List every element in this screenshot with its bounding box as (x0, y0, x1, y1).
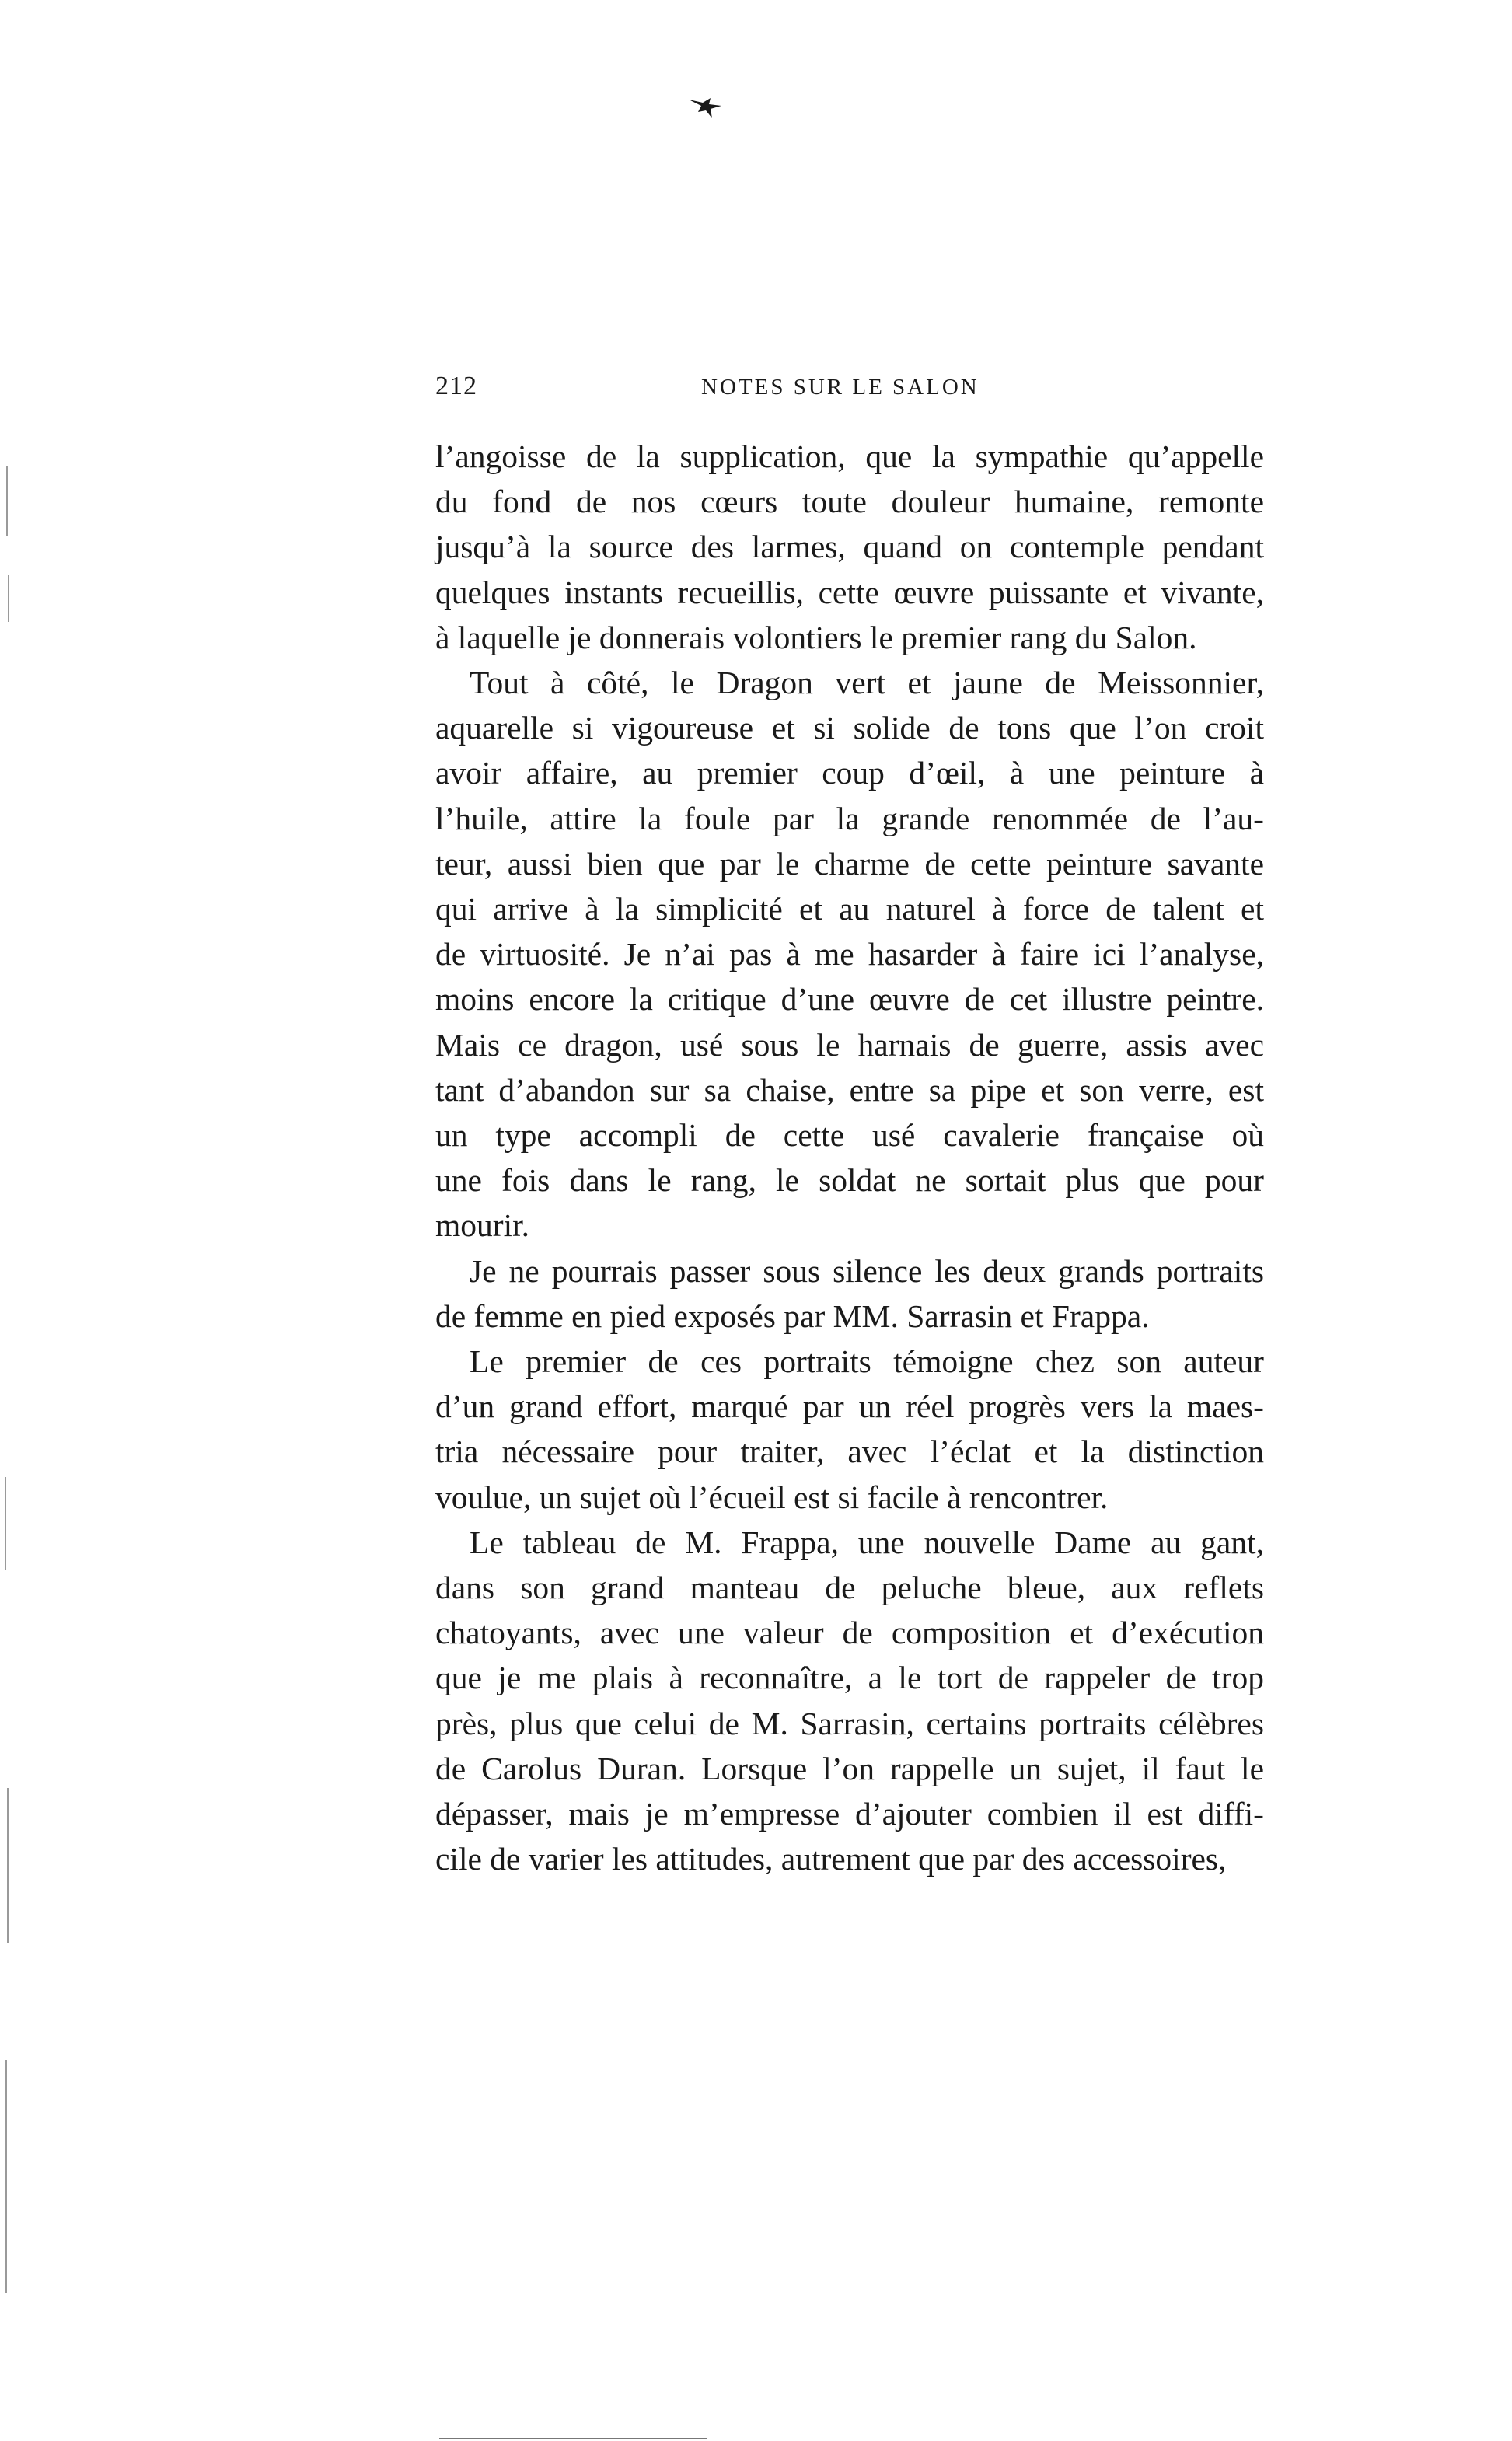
text-line: aquarelle si vigoureuse et si solide de tons que l’on croit (435, 710, 1264, 746)
paragraph (435, 1520, 1264, 1882)
text-line: jusqu’à la source des larmes, quand on contemple pendant (435, 529, 1264, 565)
text-line: Tout à côté, le Dragon vert et jaune de Meissonnier, (470, 665, 1264, 701)
text-line: tant d’abandon sur sa chaise, entre sa pipe et son verre, est (435, 1071, 1264, 1108)
text-line: de femme en pied exposés par MM. Sarrasin et Frappa. (435, 1297, 1150, 1334)
text-line: voulue, un sujet où l’écueil est si facile à rencontrer. (435, 1479, 1109, 1515)
text-line: une fois dans le rang, le soldat ne sortait plus que pour (435, 1162, 1264, 1199)
text-line: Le premier de ces portraits témoigne chez son auteur (470, 1343, 1264, 1380)
text-line: à laquelle je donnerais volontiers le premier rang du Salon. (435, 619, 1197, 655)
text-line: chatoyants, avec une valeur de composition et d’exécution (435, 1615, 1264, 1651)
text-line: l’huile, attire la foule par la grande renommée de l’au- (435, 800, 1264, 836)
page-number: 212 (435, 372, 477, 400)
paragraph (435, 434, 1264, 660)
text-line: dépasser, mais je m’empresse d’ajouter combien il est diffi- (435, 1796, 1264, 1832)
text-line: d’un grand effort, marqué par un réel progrès vers la maes- (435, 1388, 1264, 1425)
text-line: moins encore la critique d’une œuvre de cet illustre peintre. (435, 981, 1264, 1018)
text-line: Je ne pourrais passer sous silence les deux grands portraits (470, 1252, 1264, 1289)
text-line: Mais ce dragon, usé sous le harnais de guerre, assis avec (435, 1026, 1264, 1063)
text-line: l’angoisse de la supplication, que la sympathie qu’appelle (435, 438, 1264, 474)
text-line: qui arrive à la simplicité et au naturel à force de talent et (435, 891, 1264, 927)
paragraph (435, 660, 1264, 1248)
text-line: dans son grand manteau de peluche bleue, aux reflets (435, 1570, 1264, 1606)
running-title: NOTES SUR LE SALON (701, 375, 979, 400)
text-line: quelques instants recueillis, cette œuvre puissante et vivante, (435, 574, 1264, 610)
footer-rule (439, 2438, 707, 2439)
text-line: du fond de nos cœurs toute douleur humaine, remonte (435, 484, 1264, 520)
paragraph (435, 1248, 1264, 1339)
ornament-icon (687, 95, 723, 123)
text-line: de virtuosité. Je n’ai pas à me hasarder à faire ici l’analyse, (435, 936, 1264, 973)
text-line: cile de varier les attitudes, autrement que par des accessoires, (435, 1841, 1227, 1877)
body-text (435, 434, 1264, 1882)
text-line: Le tableau de M. Frappa, une nouvelle Dame au gant, (470, 1524, 1264, 1560)
text-line: teur, aussi bien que par le charme de cette peinture savante (435, 845, 1264, 882)
text-line: mourir. (435, 1207, 530, 1244)
text-line: près, plus que celui de M. Sarrasin, certains portraits célèbres (435, 1705, 1264, 1741)
text-line: avoir affaire, au premier coup d’œil, à une peinture à (435, 755, 1264, 791)
running-head (435, 372, 1264, 410)
scan-edge-marks (0, 0, 31, 2441)
text-line: un type accompli de cette usé cavalerie française où (435, 1117, 1264, 1154)
text-line: que je me plais à reconnaître, a le tort de rappeler de trop (435, 1660, 1264, 1696)
paragraph (435, 1339, 1264, 1520)
text-line: de Carolus Duran. Lorsque l’on rappelle un sujet, il faut le (435, 1750, 1264, 1786)
text-line: tria nécessaire pour traiter, avec l’éclat et la distinction (435, 1434, 1264, 1470)
